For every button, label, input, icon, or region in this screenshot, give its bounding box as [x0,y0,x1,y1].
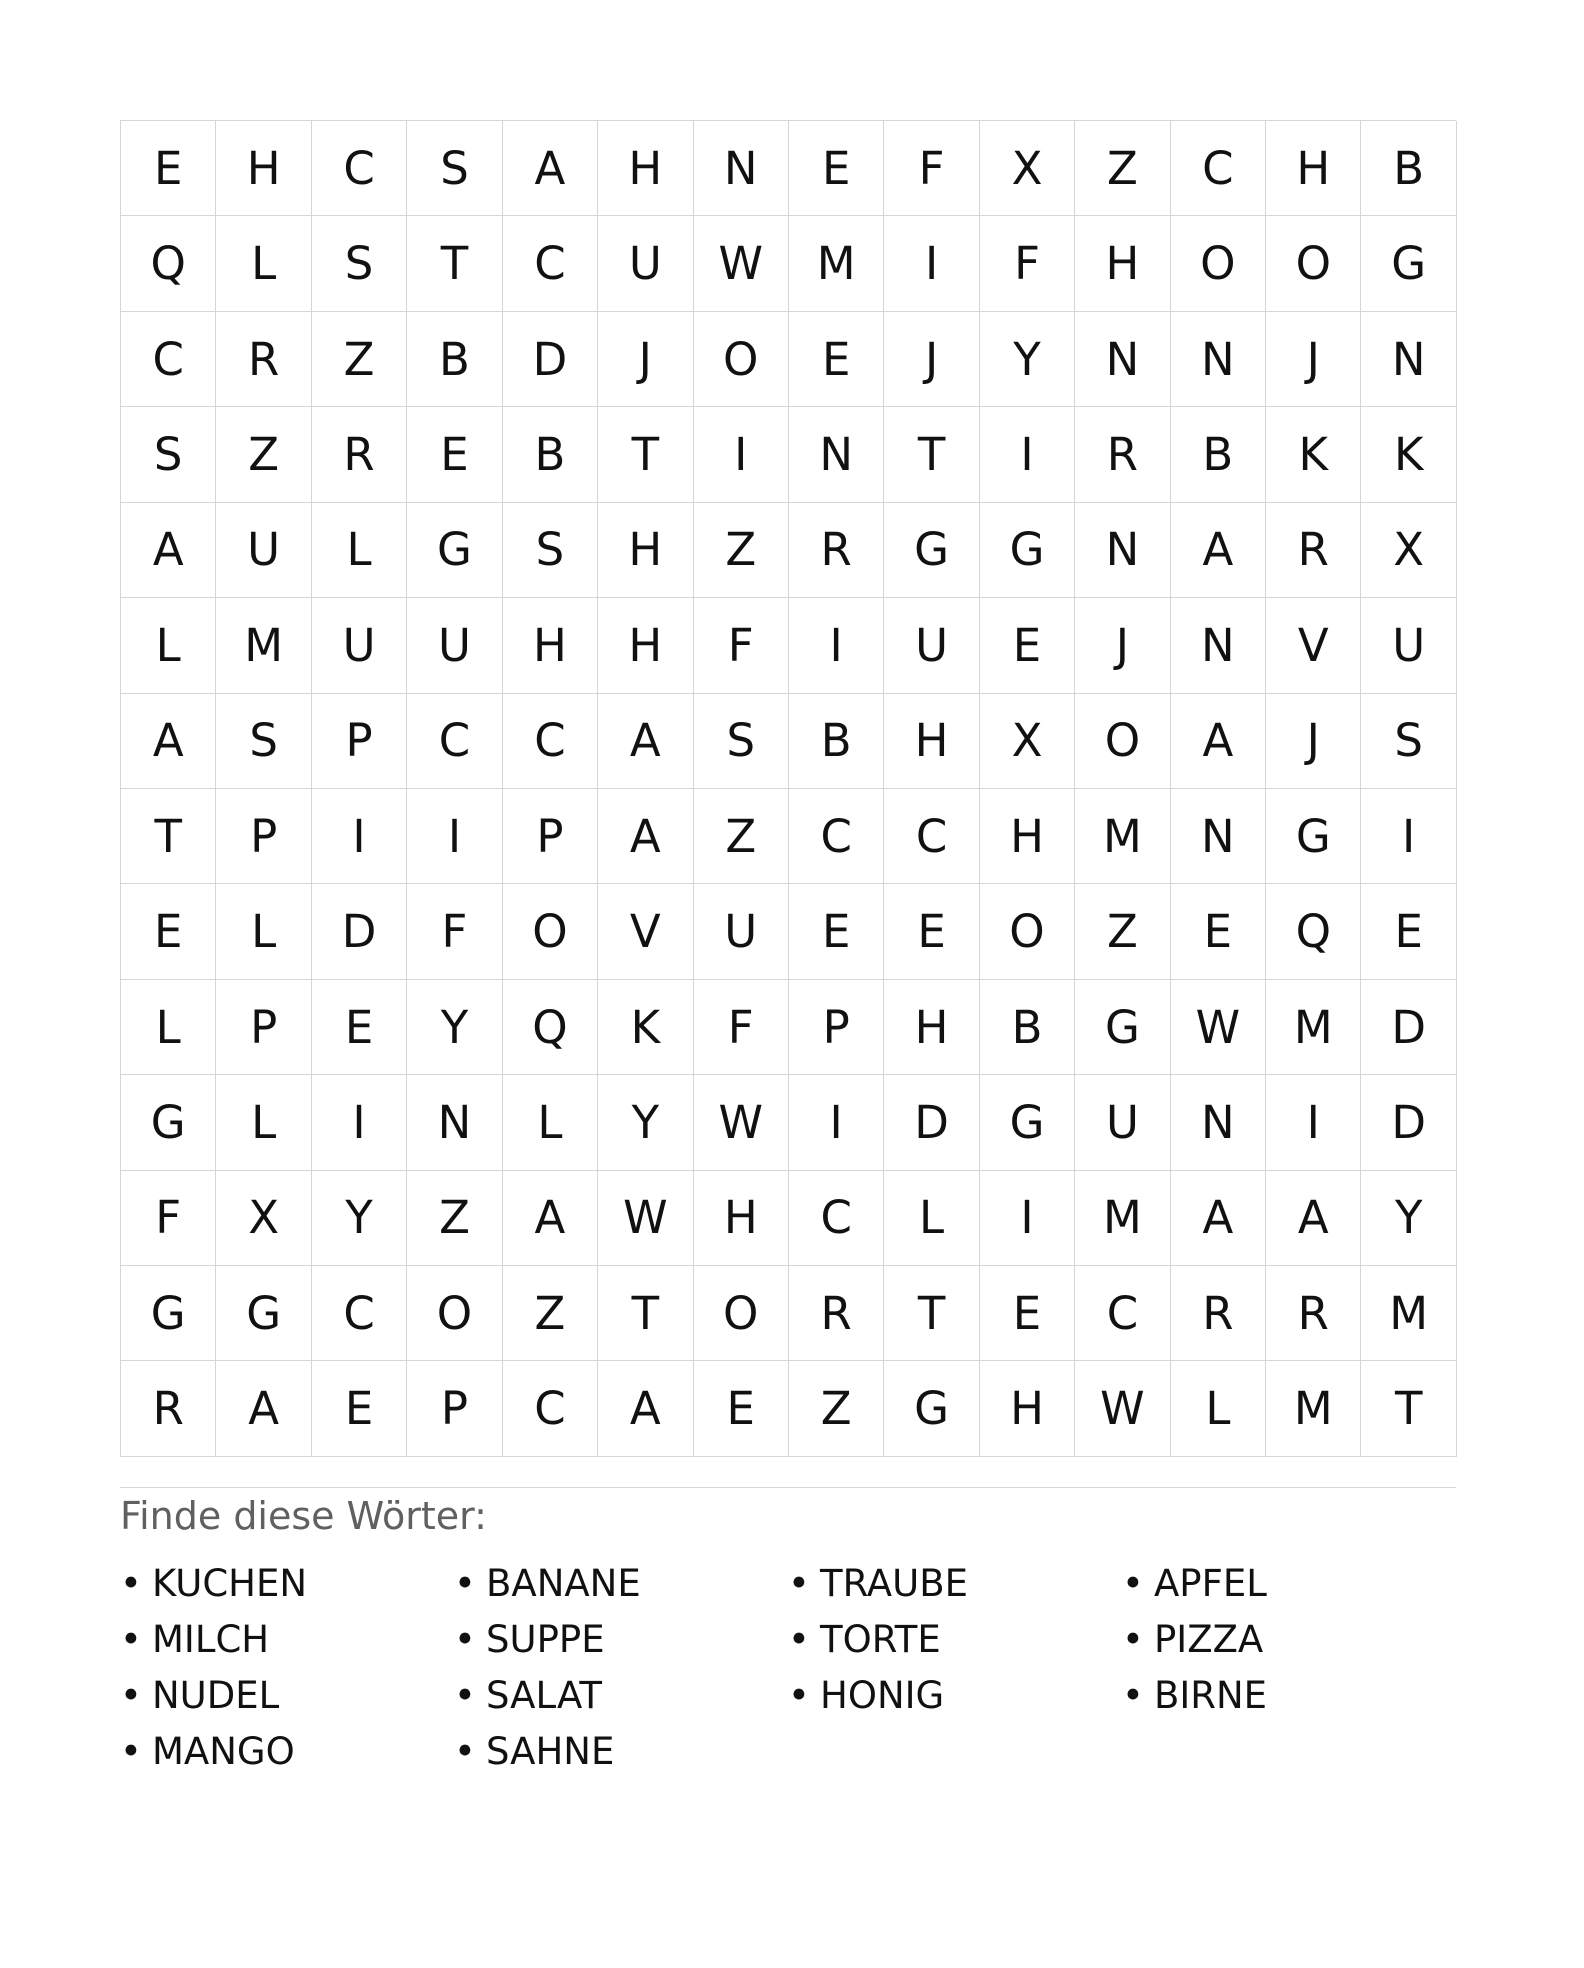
word-list-item [454,1556,788,1612]
grid-cell[interactable]: S [407,121,502,216]
grid-cell[interactable]: K [598,980,693,1075]
grid-cell[interactable]: N [1171,598,1266,693]
grid-cell[interactable]: D [1361,1075,1456,1170]
grid-cell[interactable]: N [789,407,884,502]
grid-cell[interactable]: I [789,1075,884,1170]
grid-cell[interactable]: N [1171,312,1266,407]
grid-cell[interactable]: P [407,1361,502,1456]
word-label: HONIG [820,1673,945,1717]
grid-cell[interactable]: V [598,884,693,979]
grid-cell[interactable]: F [980,216,1075,311]
grid-cell[interactable]: G [884,1361,979,1456]
divider [120,1487,1456,1488]
grid-cell[interactable]: P [312,694,407,789]
grid-cell[interactable]: U [1075,1075,1170,1170]
word-label: APFEL [1154,1561,1267,1605]
grid-cell[interactable]: P [216,980,311,1075]
grid-cell[interactable]: H [694,1171,789,1266]
grid-cell[interactable]: C [1171,121,1266,216]
grid-cell[interactable]: I [980,1171,1075,1266]
grid-cell[interactable]: B [789,694,884,789]
word-label: MILCH [152,1617,270,1661]
grid-cell[interactable]: I [694,407,789,502]
grid-cell[interactable]: E [312,1361,407,1456]
grid-cell[interactable]: L [216,216,311,311]
grid-cell[interactable]: H [598,121,693,216]
word-search-puzzle [120,120,1456,1780]
grid-cell[interactable]: J [1266,694,1361,789]
grid-cell[interactable]: N [694,121,789,216]
grid-cell[interactable]: I [312,789,407,884]
grid-cell[interactable]: Q [121,216,216,311]
grid-cell[interactable]: C [503,216,598,311]
grid-cell[interactable]: X [216,1171,311,1266]
grid-cell[interactable]: U [1361,598,1456,693]
grid-cell[interactable]: E [884,884,979,979]
grid-cell[interactable]: U [312,598,407,693]
grid-cell[interactable]: A [1171,1171,1266,1266]
grid-cell[interactable]: C [121,312,216,407]
grid-cell[interactable]: C [503,1361,598,1456]
grid-cell[interactable]: Q [503,980,598,1075]
grid-cell[interactable]: G [884,503,979,598]
grid-cell[interactable]: U [407,598,502,693]
grid-cell[interactable]: G [980,503,1075,598]
word-label: NUDEL [152,1673,280,1717]
grid-cell[interactable]: M [1075,1171,1170,1266]
grid-cell[interactable]: Z [312,312,407,407]
grid-cell[interactable]: I [312,1075,407,1170]
grid-cell[interactable]: H [980,789,1075,884]
grid-cell[interactable]: A [503,1171,598,1266]
grid-cell[interactable]: I [1361,789,1456,884]
bullet-icon: • [1122,1673,1144,1717]
grid-cell[interactable]: P [789,980,884,1075]
grid-cell[interactable]: S [503,503,598,598]
grid-cell[interactable]: E [1171,884,1266,979]
word-label: TORTE [820,1617,941,1661]
grid-cell[interactable]: Y [312,1171,407,1266]
grid-cell[interactable]: E [980,598,1075,693]
grid-cell[interactable]: T [121,789,216,884]
grid-cell[interactable]: U [216,503,311,598]
bullet-icon: • [120,1617,142,1661]
grid-cell[interactable]: A [598,1361,693,1456]
grid-cell[interactable]: G [216,1266,311,1361]
bullet-icon: • [454,1561,476,1605]
grid-cell[interactable]: B [1361,121,1456,216]
grid-cell[interactable]: E [789,312,884,407]
grid-cell[interactable]: L [312,503,407,598]
grid-cell[interactable]: H [1266,121,1361,216]
grid-cell[interactable]: O [1075,694,1170,789]
grid-cell[interactable]: L [503,1075,598,1170]
grid-cell[interactable]: O [1171,216,1266,311]
bullet-icon: • [454,1729,476,1773]
grid-cell[interactable]: R [1075,407,1170,502]
grid-cell[interactable]: W [1171,980,1266,1075]
grid-cell[interactable]: L [1171,1361,1266,1456]
word-label: SUPPE [486,1617,605,1661]
grid-cell[interactable]: G [407,503,502,598]
grid-cell[interactable]: D [1361,980,1456,1075]
grid-cell[interactable]: O [1266,216,1361,311]
grid-cell[interactable]: C [312,1266,407,1361]
grid-cell[interactable]: H [503,598,598,693]
grid-cell[interactable]: F [884,121,979,216]
word-list-item [1122,1668,1456,1724]
grid-cell[interactable]: E [789,884,884,979]
grid-cell[interactable]: Z [407,1171,502,1266]
grid-cell[interactable]: E [694,1361,789,1456]
bullet-icon: • [788,1561,810,1605]
grid-cell[interactable]: E [121,884,216,979]
grid-cell[interactable]: E [407,407,502,502]
grid-cell[interactable]: R [216,312,311,407]
grid-cell[interactable]: J [1266,312,1361,407]
bullet-icon: • [788,1673,810,1717]
grid-cell[interactable]: N [1361,312,1456,407]
grid-cell[interactable]: R [1266,503,1361,598]
grid-cell[interactable]: E [789,121,884,216]
grid-cell[interactable]: U [694,884,789,979]
word-list-item [120,1612,454,1668]
grid-cell[interactable]: T [598,407,693,502]
bullet-icon: • [1122,1617,1144,1661]
grid-cell[interactable]: G [980,1075,1075,1170]
bullet-icon: • [454,1673,476,1717]
grid-cell[interactable]: R [312,407,407,502]
bullet-icon: • [788,1617,810,1661]
word-list-item [120,1668,454,1724]
grid-cell[interactable]: Y [1361,1171,1456,1266]
grid-cell[interactable]: N [407,1075,502,1170]
word-list-item [120,1724,454,1780]
grid-cell[interactable]: F [694,598,789,693]
bullet-icon: • [454,1617,476,1661]
grid-cell[interactable]: O [694,312,789,407]
word-list-item [1122,1556,1456,1612]
grid-cell[interactable]: U [598,216,693,311]
grid-cell[interactable]: A [121,503,216,598]
word-label: TRAUBE [820,1561,968,1605]
bullet-icon: • [1122,1561,1144,1605]
grid-cell[interactable]: N [1171,1075,1266,1170]
grid-cell[interactable]: S [312,216,407,311]
grid-cell[interactable]: I [407,789,502,884]
grid-cell[interactable]: W [598,1171,693,1266]
grid-cell[interactable]: G [1266,789,1361,884]
grid-cell[interactable]: L [121,980,216,1075]
word-label: BANANE [486,1561,641,1605]
grid-cell[interactable]: H [980,1361,1075,1456]
grid-cell[interactable]: C [789,1171,884,1266]
word-label: MANGO [152,1729,295,1773]
grid-cell[interactable]: W [694,1075,789,1170]
grid-cell[interactable]: B [503,407,598,502]
grid-cell[interactable]: H [1075,216,1170,311]
word-list-item [454,1724,788,1780]
grid-cell[interactable]: B [407,312,502,407]
word-list [120,1556,1456,1780]
grid-cell[interactable]: S [216,694,311,789]
grid-cell[interactable]: A [598,694,693,789]
grid-cell[interactable]: F [694,980,789,1075]
grid-cell[interactable]: M [1075,789,1170,884]
word-list-item [120,1556,454,1612]
grid-cell[interactable]: J [884,312,979,407]
grid-cell[interactable]: O [407,1266,502,1361]
grid-cell[interactable]: T [407,216,502,311]
grid-cell[interactable]: R [1171,1266,1266,1361]
grid-cell[interactable]: G [121,1075,216,1170]
grid-cell[interactable]: T [598,1266,693,1361]
grid-cell[interactable]: E [312,980,407,1075]
grid-cell[interactable]: L [884,1171,979,1266]
grid-cell[interactable]: C [884,789,979,884]
grid-cell[interactable]: T [884,407,979,502]
grid-cell[interactable]: V [1266,598,1361,693]
grid-cell[interactable]: J [598,312,693,407]
grid-cell[interactable]: T [884,1266,979,1361]
grid-cell[interactable]: C [407,694,502,789]
grid-cell[interactable]: M [789,216,884,311]
grid-cell[interactable]: H [216,121,311,216]
grid-cell[interactable]: A [1171,503,1266,598]
grid-cell[interactable]: I [980,407,1075,502]
grid-cell[interactable]: L [121,598,216,693]
grid-cell[interactable]: Z [1075,884,1170,979]
grid-cell[interactable]: Q [1266,884,1361,979]
grid-cell[interactable]: Z [789,1361,884,1456]
grid-cell[interactable]: I [1266,1075,1361,1170]
word-list-item [788,1668,1122,1724]
word-label: BIRNE [1154,1673,1268,1717]
letter-grid[interactable] [120,120,1456,1457]
grid-cell[interactable]: Y [598,1075,693,1170]
grid-cell[interactable]: M [1266,1361,1361,1456]
grid-cell[interactable]: W [694,216,789,311]
grid-cell[interactable]: Z [694,789,789,884]
grid-cell[interactable]: E [1361,884,1456,979]
word-label: SAHNE [486,1729,615,1773]
grid-cell[interactable]: C [312,121,407,216]
grid-cell[interactable]: M [1266,980,1361,1075]
grid-cell[interactable]: A [598,789,693,884]
grid-cell[interactable]: X [980,694,1075,789]
word-list-item [788,1556,1122,1612]
grid-cell[interactable]: M [216,598,311,693]
grid-cell[interactable]: D [503,312,598,407]
grid-cell[interactable]: Z [694,503,789,598]
grid-cell[interactable]: R [1266,1266,1361,1361]
grid-cell[interactable]: H [884,980,979,1075]
grid-cell[interactable]: F [407,884,502,979]
bullet-icon: • [120,1561,142,1605]
grid-cell[interactable]: A [1266,1171,1361,1266]
grid-cell[interactable]: R [789,1266,884,1361]
grid-cell[interactable]: P [503,789,598,884]
grid-cell[interactable]: H [598,598,693,693]
grid-cell[interactable]: Z [503,1266,598,1361]
grid-cell[interactable]: G [1361,216,1456,311]
word-list-heading: Finde diese Wörter: [120,1493,487,1538]
grid-cell[interactable]: X [1361,503,1456,598]
grid-cell[interactable]: D [884,1075,979,1170]
grid-cell[interactable]: A [503,121,598,216]
grid-cell[interactable]: B [1171,407,1266,502]
grid-cell[interactable]: B [980,980,1075,1075]
grid-cell[interactable]: C [503,694,598,789]
word-list-item [788,1612,1122,1668]
grid-cell[interactable]: K [1361,407,1456,502]
grid-cell[interactable]: S [1361,694,1456,789]
grid-cell[interactable]: W [1075,1361,1170,1456]
grid-cell[interactable]: O [980,884,1075,979]
word-label: SALAT [486,1673,602,1717]
grid-cell[interactable]: G [1075,980,1170,1075]
grid-cell[interactable]: F [121,1171,216,1266]
grid-cell[interactable]: D [312,884,407,979]
grid-cell[interactable]: P [216,789,311,884]
grid-cell[interactable]: G [121,1266,216,1361]
grid-cell[interactable]: S [694,694,789,789]
word-list-item [1122,1612,1456,1668]
grid-cell[interactable]: I [884,216,979,311]
grid-cell[interactable]: N [1171,789,1266,884]
grid-cell[interactable]: C [789,789,884,884]
grid-cell[interactable]: R [121,1361,216,1456]
grid-cell[interactable]: Z [216,407,311,502]
grid-cell[interactable]: I [789,598,884,693]
grid-cell[interactable]: R [789,503,884,598]
grid-cell[interactable]: J [1075,598,1170,693]
grid-cell[interactable]: H [598,503,693,598]
grid-cell[interactable]: U [884,598,979,693]
word-list-item [454,1612,788,1668]
grid-cell[interactable]: O [694,1266,789,1361]
bullet-icon: • [120,1673,142,1717]
word-label: PIZZA [1154,1617,1264,1661]
grid-cell[interactable]: T [1361,1361,1456,1456]
grid-cell[interactable]: O [503,884,598,979]
bullet-icon: • [120,1729,142,1773]
grid-cell[interactable]: A [121,694,216,789]
grid-cell[interactable]: H [884,694,979,789]
grid-cell[interactable]: Y [407,980,502,1075]
grid-cell[interactable]: A [1171,694,1266,789]
grid-cell[interactable]: L [216,1075,311,1170]
grid-cell[interactable]: S [121,407,216,502]
grid-cell[interactable]: K [1266,407,1361,502]
grid-cell[interactable]: N [1075,503,1170,598]
grid-cell[interactable]: M [1361,1266,1456,1361]
grid-cell[interactable]: Z [1075,121,1170,216]
grid-cell[interactable]: C [1075,1266,1170,1361]
grid-cell[interactable]: E [121,121,216,216]
grid-cell[interactable]: A [216,1361,311,1456]
grid-cell[interactable]: X [980,121,1075,216]
grid-cell[interactable]: Y [980,312,1075,407]
grid-cell[interactable]: L [216,884,311,979]
grid-cell[interactable]: N [1075,312,1170,407]
word-list-item [454,1668,788,1724]
grid-cell[interactable]: E [980,1266,1075,1361]
word-label: KUCHEN [152,1561,308,1605]
